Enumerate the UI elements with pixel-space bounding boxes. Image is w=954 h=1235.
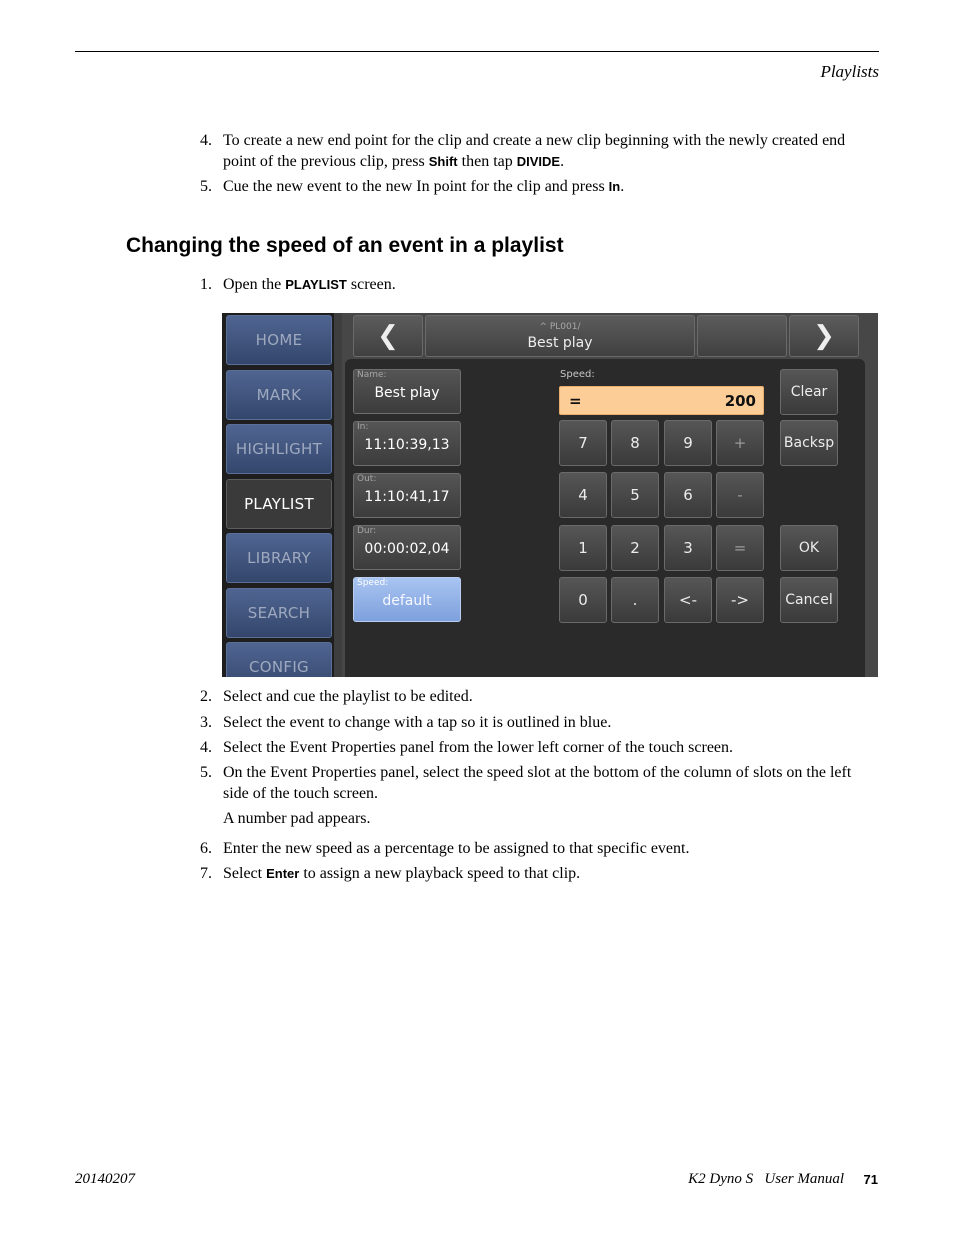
chevron-right-icon: ❯ <box>813 321 835 351</box>
key-plus[interactable]: + <box>716 420 764 466</box>
key-3[interactable]: 3 <box>664 525 712 571</box>
key-4[interactable]: 4 <box>559 472 607 518</box>
display-operator: = <box>569 392 582 410</box>
key-equals[interactable]: = <box>716 525 764 571</box>
ui-label-divide: DIVIDE <box>516 154 561 169</box>
page-number: 71 <box>863 1172 878 1187</box>
step-1-open: 1. Open the PLAYLIST screen. <box>200 276 396 293</box>
cancel-button[interactable]: Cancel <box>780 577 838 623</box>
playlist-name: Best play <box>527 335 593 351</box>
display-value: 200 <box>724 392 756 410</box>
step-4-event-properties: 4. Select the Event Properties panel from the lower left corner of the touch screen. <box>200 739 734 756</box>
step-3-select-event: 3. Select the event to change with a tap so it is outlined in blue. <box>200 714 612 731</box>
ui-label-in: In <box>608 179 621 194</box>
speed-label: Speed: <box>560 369 595 380</box>
running-head: Playlists <box>820 62 879 81</box>
nav-library-button[interactable]: LIBRARY <box>226 533 332 583</box>
step-5-cue: 5. Cue the new event to the new In point for the clip and press In. <box>200 178 625 195</box>
name-field[interactable]: Name: Best play <box>353 369 461 414</box>
nav-column <box>222 313 334 677</box>
step-note: A number pad appears. <box>223 810 371 827</box>
footer-date: 20140207 <box>75 1171 135 1187</box>
playlist-screenshot <box>222 313 878 677</box>
nav-mark-button[interactable]: MARK <box>226 370 332 420</box>
step-number: 7. <box>200 865 212 882</box>
blank-top-button[interactable] <box>697 315 787 357</box>
key-5[interactable]: 5 <box>611 472 659 518</box>
ui-label-enter: Enter <box>266 866 300 881</box>
step-4-divide: 4. To create a new end point for the clip and create a new clip beginning with the newly created end point of the previous clip, press Shift then tap DIVIDE. <box>200 132 846 170</box>
footer-manual-title: K2 Dyno S User Manual <box>688 1171 844 1187</box>
section-heading: Changing the speed of an event in a playlist <box>126 234 564 257</box>
step-number: 6. <box>200 840 212 857</box>
backspace-button[interactable]: Backsp <box>780 420 838 466</box>
speed-display <box>559 386 764 415</box>
key-1[interactable]: 1 <box>559 525 607 571</box>
speed-field[interactable]: Speed: default <box>353 577 461 622</box>
key-0[interactable]: 0 <box>559 577 607 623</box>
ok-button[interactable]: OK <box>780 525 838 571</box>
playlist-title-bar[interactable] <box>425 315 695 357</box>
next-playlist-button[interactable] <box>789 315 859 357</box>
step-7-select-enter: 7. Select Enter to assign a new playback speed to that clip. <box>200 865 581 882</box>
step-2-select-playlist: 2. Select and cue the playlist to be edited. <box>200 688 473 705</box>
nav-home-button[interactable]: HOME <box>226 315 332 365</box>
key-6[interactable]: 6 <box>664 472 712 518</box>
header-rule <box>75 51 879 52</box>
nav-search-button[interactable]: SEARCH <box>226 588 332 638</box>
playlist-id: ^ PL001/ <box>539 322 581 332</box>
step-number: 3. <box>200 714 212 731</box>
nav-playlist-button[interactable]: PLAYLIST <box>226 479 332 529</box>
step-5-speed-slot: 5. On the Event Properties panel, select the speed slot at the bottom of the column of slots on the left side of the touch screen. <box>200 764 852 802</box>
dur-field[interactable]: Dur: 00:00:02,04 <box>353 525 461 570</box>
key-9[interactable]: 9 <box>664 420 712 466</box>
previous-playlist-button[interactable] <box>353 315 423 357</box>
step-number: 4. <box>200 132 212 149</box>
step-number: 2. <box>200 688 212 705</box>
key-decimal[interactable]: . <box>611 577 659 623</box>
panel-divider <box>334 313 342 677</box>
out-field[interactable]: Out: 11:10:41,17 <box>353 473 461 518</box>
ui-label-playlist: PLAYLIST <box>285 277 347 292</box>
nav-config-button[interactable]: CONFIG <box>226 642 332 677</box>
key-8[interactable]: 8 <box>611 420 659 466</box>
step-number: 4. <box>200 739 212 756</box>
key-7[interactable]: 7 <box>559 420 607 466</box>
clear-button[interactable]: Clear <box>780 369 838 415</box>
key-cursor-right[interactable]: -> <box>716 577 764 623</box>
step-number: 5. <box>200 178 212 195</box>
nav-highlight-button[interactable]: HIGHLIGHT <box>226 424 332 474</box>
step-number: 1. <box>200 276 212 293</box>
key-2[interactable]: 2 <box>611 525 659 571</box>
ui-label-shift: Shift <box>428 154 458 169</box>
step-6-enter-speed: 6. Enter the new speed as a percentage to be assigned to that specific event. <box>200 840 690 857</box>
key-minus[interactable]: - <box>716 472 764 518</box>
chevron-left-icon: ❮ <box>377 321 399 351</box>
step-number: 5. <box>200 764 212 781</box>
in-field[interactable]: In: 11:10:39,13 <box>353 421 461 466</box>
key-cursor-left[interactable]: <- <box>664 577 712 623</box>
